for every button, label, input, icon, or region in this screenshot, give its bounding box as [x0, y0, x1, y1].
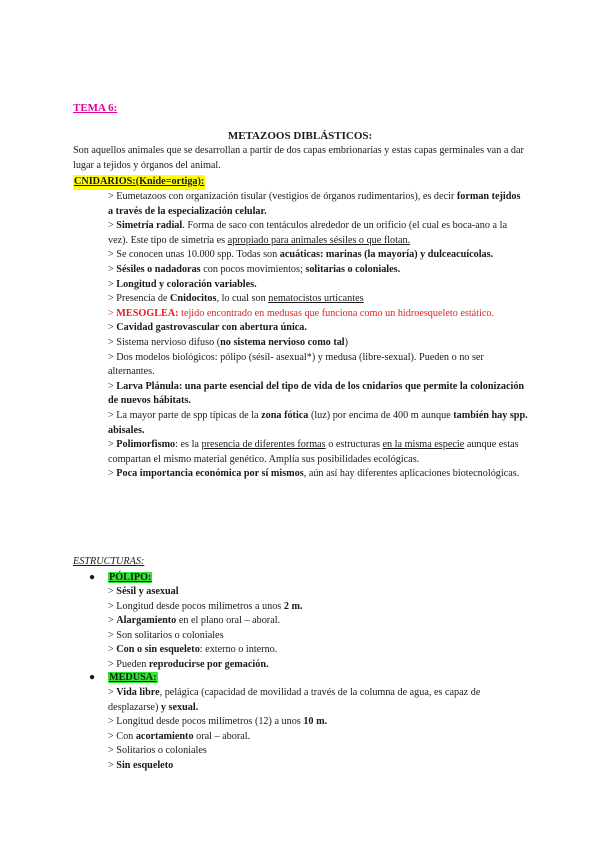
text-run: >	[108, 322, 117, 334]
text-run: Alargamiento	[116, 615, 177, 627]
text-run: >	[108, 586, 117, 597]
text-run: acuáticas: marinas (la mayoría) y dulceacuícolas.	[279, 249, 494, 261]
list-item	[108, 409, 528, 438]
list-item	[108, 438, 528, 467]
bullet-icon: ●	[89, 672, 96, 683]
bullet-icon: ●	[89, 572, 96, 583]
text-run: >	[108, 439, 117, 451]
text-run: tejido encontrado en medusas que funciona como un hidroesqueleto estático.	[178, 307, 494, 319]
text-run: no sistema nervioso como tal	[220, 336, 345, 348]
list-item	[108, 658, 528, 673]
text-run: Poca importancia económica por sí mismos	[116, 468, 304, 480]
text-run: >	[108, 263, 117, 275]
text-run: >	[108, 380, 117, 392]
medusa-label: MEDUSA:	[109, 672, 157, 683]
text-run: >	[108, 644, 117, 656]
list-item	[108, 600, 528, 615]
text-run: Larva Plánula: una parte esencial del tipo de vida de los cnidarios que permite la colonización de nuevos hábitats.	[108, 380, 525, 407]
text-run: Cavidad gastrovascular con abertura única.	[116, 322, 307, 334]
list-item	[108, 380, 528, 409]
text-run: >	[108, 759, 117, 771]
text-run: Cnidocitos	[170, 293, 217, 305]
text-run: >	[108, 307, 117, 319]
intro-paragraph: Son aquellos animales que se desarrollan a partir de dos capas embrionarias y estas capas germinales van a dar lugar a tejidos y órganos del animal.	[73, 145, 524, 171]
text-run: acortamiento	[135, 730, 194, 742]
list-item	[108, 643, 528, 658]
text-run: > Longitud desde pocos milímetros (12) a unos	[108, 716, 304, 728]
text-run: > Pueden	[108, 658, 149, 670]
medusa-list	[108, 686, 528, 774]
text-run: Con o sin esqueleto	[116, 644, 200, 656]
text-run: nematocistos urticantes	[268, 293, 364, 305]
list-item	[108, 744, 528, 759]
bullet-medusa	[89, 671, 158, 686]
text-run: > Presencia de	[108, 293, 171, 305]
text-run: : externo o interno.	[199, 644, 278, 656]
document-heading: METAZOOS DIBLÁSTICOS:	[227, 130, 373, 142]
text-run: Polimorfismo	[116, 439, 176, 451]
text-run: > Sistema nervioso difuso (	[108, 336, 221, 348]
list-item	[108, 263, 528, 278]
text-run: y sexual.	[160, 701, 199, 713]
list-item	[108, 614, 528, 629]
text-run: reproducirse por gemación.	[148, 658, 269, 670]
text-run: Simetría radial	[116, 220, 183, 232]
list-item	[108, 307, 528, 322]
text-run: >	[108, 687, 117, 698]
cnidarios-list	[108, 190, 528, 482]
text-run: MESOGLEA:	[116, 307, 179, 319]
text-run: solitarias o coloniales.	[305, 263, 401, 275]
text-run: Sésil y asexual	[116, 586, 179, 597]
text-run: también hay spp. abisales.	[108, 409, 528, 436]
text-run: 2 m.	[283, 600, 303, 612]
text-run: > Longitud desde pocos milímetros a unos	[108, 600, 284, 612]
list-item	[108, 715, 528, 730]
text-run: )	[344, 336, 349, 348]
text-run: > Eumetazoos con organización tisular (vestigios de órganos rudimentarios), es decir	[108, 191, 457, 202]
list-item	[108, 467, 528, 482]
text-run: o estructuras	[325, 439, 383, 451]
section-title-cnidarios: CNIDARIOS:(Knide=ortiga):	[73, 175, 205, 190]
text-run: , lo cual son	[216, 293, 269, 305]
text-run: , aún así hay diferentes aplicaciones biotecnológicas.	[303, 468, 520, 480]
list-item	[108, 219, 528, 248]
list-item	[108, 629, 528, 644]
section-title-estructuras: ESTRUCTURAS:	[73, 556, 145, 567]
text-run: en el plano oral – aboral.	[176, 615, 281, 627]
text-run: >	[108, 615, 117, 627]
text-run: >	[108, 468, 117, 480]
text-run: con pocos movimientos;	[200, 263, 306, 275]
text-run: >	[108, 220, 117, 232]
text-run: > Dos modelos biológicos: pólipo (sésil- asexual*) y medusa (libre-sexual). Pueden o no ser alternantes.	[108, 351, 484, 378]
list-item	[108, 730, 528, 745]
list-item	[108, 278, 528, 293]
list-item	[108, 336, 528, 351]
text-run: > Son solitarios o coloniales	[108, 629, 224, 641]
polipo-list	[108, 585, 528, 673]
list-item	[108, 292, 528, 307]
list-item	[108, 321, 528, 336]
text-run: > Con	[108, 730, 136, 742]
polipo-label: PÓLIPO:	[109, 572, 152, 583]
list-item	[108, 351, 528, 380]
text-run: . Forma de saco con tentáculos alrededor de un orificio (el cual es boca-ano a la vez). Este tipo de simetría es	[108, 220, 507, 246]
bullet-polipo	[89, 571, 152, 586]
text-run: apropiado para animales sésiles o que flotan.	[227, 234, 411, 246]
text-run: 10 m.	[303, 716, 328, 728]
text-run: Vida libre	[116, 687, 160, 698]
text-run: forman tejidos a través de la especialización celular.	[108, 191, 521, 217]
text-run: >	[108, 278, 117, 290]
text-run: , pelágica (capacidad de movilidad a través de la columna de agua, es capaz de desplazarse)	[108, 687, 481, 713]
list-item	[108, 190, 528, 219]
text-run: : es la	[175, 439, 202, 451]
list-item	[108, 686, 528, 715]
text-run: > La mayor parte de spp típicas de la	[108, 409, 262, 421]
list-item	[108, 759, 528, 774]
tema-title: TEMA 6:	[73, 102, 118, 114]
list-item	[108, 585, 528, 600]
text-run: en la misma especie	[382, 439, 465, 451]
text-run: Sésiles o nadadoras	[116, 263, 201, 275]
text-run: > Se conocen unas 10.000 spp. Todas son	[108, 249, 280, 261]
text-run: oral – aboral.	[193, 730, 251, 742]
text-run: Longitud y coloración variables.	[116, 278, 257, 290]
text-run: aunque estas compartan el mismo material genético. Amplía sus posibilidades ecológicas.	[108, 439, 519, 465]
text-run: presencia de diferentes formas	[201, 439, 326, 451]
text-run: > Solitarios o coloniales	[108, 745, 207, 757]
text-run: zona fótica	[261, 409, 309, 421]
text-run: (luz) por encima de 400 m aunque	[308, 409, 454, 421]
text-run: Sin esqueleto	[116, 759, 174, 771]
list-item	[108, 248, 528, 263]
